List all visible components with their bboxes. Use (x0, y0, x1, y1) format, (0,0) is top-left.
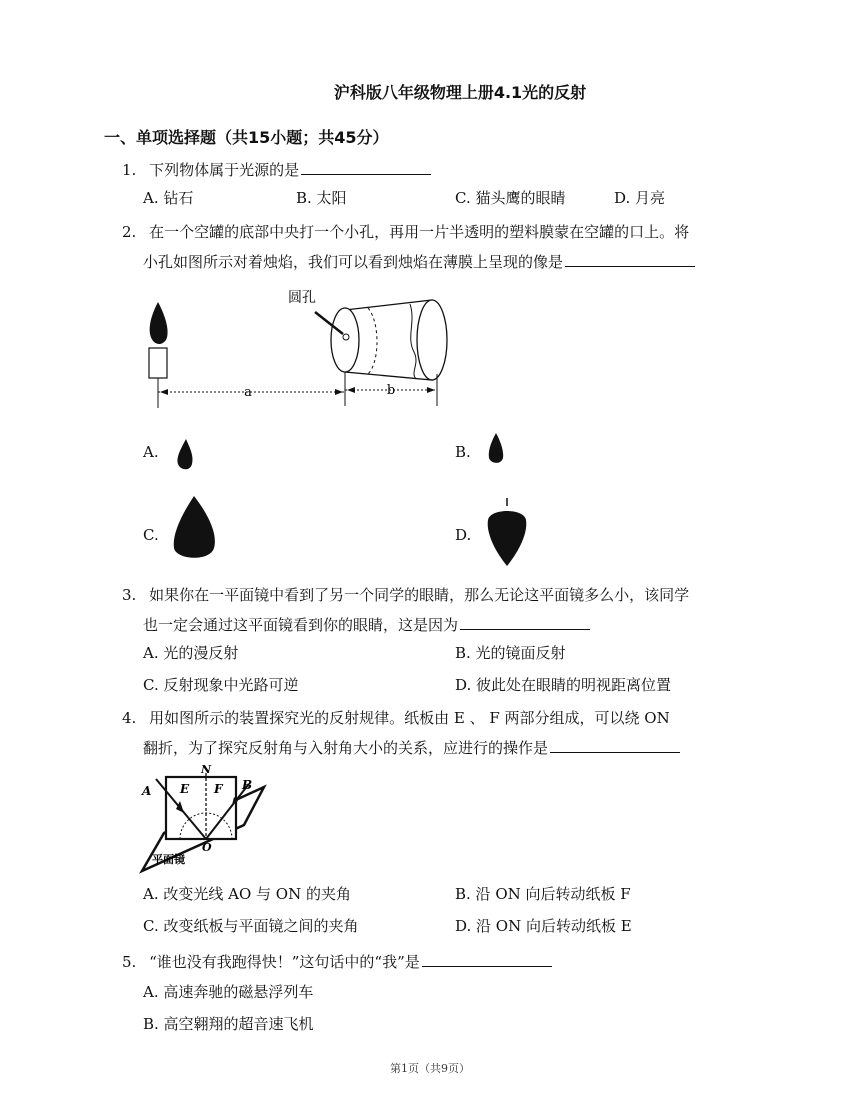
question-text: “谁也没有我跑得快！”这句话中的“我”是 (149, 953, 420, 971)
option-b: B. 高空翱翔的超音速飞机 (143, 1015, 314, 1033)
option-a: A. 钻石 (143, 189, 194, 207)
label-hole: 圆孔 (288, 290, 316, 306)
question-2-line1: 2. 在一个空罐的底部中央打一个小孔，再用一片半透明的塑料膜蒙在空罐的口上。将 (122, 223, 690, 241)
answer-blank (565, 250, 695, 267)
question-5 (122, 950, 552, 972)
question-3-line1: 3. 如果你在一平面镜中看到了另一个同学的眼睛，那么无论这平面镜多么小，该同学 (122, 586, 690, 604)
pinhole (343, 334, 349, 340)
svg-text:E: E (180, 782, 190, 796)
flame-small-upright-icon (172, 436, 198, 476)
answer-blank (550, 736, 680, 753)
option-a: A. 高速奔驰的磁悬浮列车 (143, 983, 314, 1001)
option-b: B. 光的镜面反射 (455, 644, 566, 662)
page-footer: 第1页（共9页） (390, 1062, 470, 1075)
option-b: B. 沿 ON 向后转动纸板 F (455, 885, 631, 903)
question-1 (122, 158, 431, 180)
question-number: 2. (122, 223, 137, 241)
question-3-line2: 也一定会通过这平面镜看到你的眼睛，这是因为 (143, 613, 590, 635)
question-number: 3. (122, 586, 137, 604)
option-d: D. 月亮 (614, 189, 666, 207)
reflection-apparatus-figure (138, 763, 268, 875)
option-c: C. 改变纸板与平面镜之间的夹角 (143, 917, 359, 935)
svg-text:O: O (202, 841, 212, 854)
svg-text:平面镜: 平面镜 (152, 853, 185, 866)
option-a: A. 光的漫反射 (143, 644, 239, 662)
label-b: b (386, 383, 396, 398)
svg-text:F: F (214, 782, 223, 796)
option-c: C. 猫头鹰的眼睛 (455, 189, 566, 207)
option-a: A. 改变光线 AO 与 ON 的夹角 (143, 885, 351, 903)
page-title: 沪科版八年级物理上册4.1光的反射 (333, 83, 587, 102)
question-4-line2: 翻折，为了探究反射角与入射角大小的关系，应进行的操作是 (143, 736, 680, 758)
question-2-line2: 小孔如图所示对着烛焰，我们可以看到烛焰在薄膜上呈现的像是 (143, 250, 695, 272)
option-a: A. (143, 443, 159, 461)
option-b: B. (455, 443, 471, 461)
question-text: 下列物体属于光源的是 (149, 161, 300, 179)
answer-blank (301, 158, 431, 175)
flame-large-inverted-icon (480, 496, 534, 570)
option-c: C. 反射现象中光路可逆 (143, 676, 299, 694)
flame-small-inverted-icon (484, 430, 508, 470)
svg-text:B: B (242, 778, 253, 792)
can-opening (417, 300, 447, 380)
svg-text:A: A (142, 784, 152, 798)
option-d: D. 彼此处在眼睛的明视距离位置 (455, 676, 672, 694)
label-a: a (244, 385, 252, 400)
candle-icon (149, 348, 167, 378)
option-d: D. (455, 526, 472, 544)
answer-blank (460, 613, 590, 630)
pinhole-camera-figure (140, 282, 460, 412)
option-d: D. 沿 ON 向后转动纸板 E (455, 917, 632, 935)
question-number: 1. (122, 161, 137, 179)
question-number: 5. (122, 953, 137, 971)
question-4-line1: 4. 用如图所示的装置探究光的反射规律。纸板由 E 、 F 两部分组成，可以绕 ON (122, 709, 670, 727)
flame-large-upright-icon (168, 494, 222, 566)
section-heading: 一、单项选择题（共15小题；共45分） (104, 128, 389, 147)
candle-flame-icon (150, 302, 168, 344)
svg-text:N: N (201, 763, 212, 776)
option-c: C. (143, 526, 159, 544)
option-b: B. 太阳 (296, 189, 347, 207)
question-number: 4. (122, 709, 137, 727)
answer-blank (422, 950, 552, 967)
